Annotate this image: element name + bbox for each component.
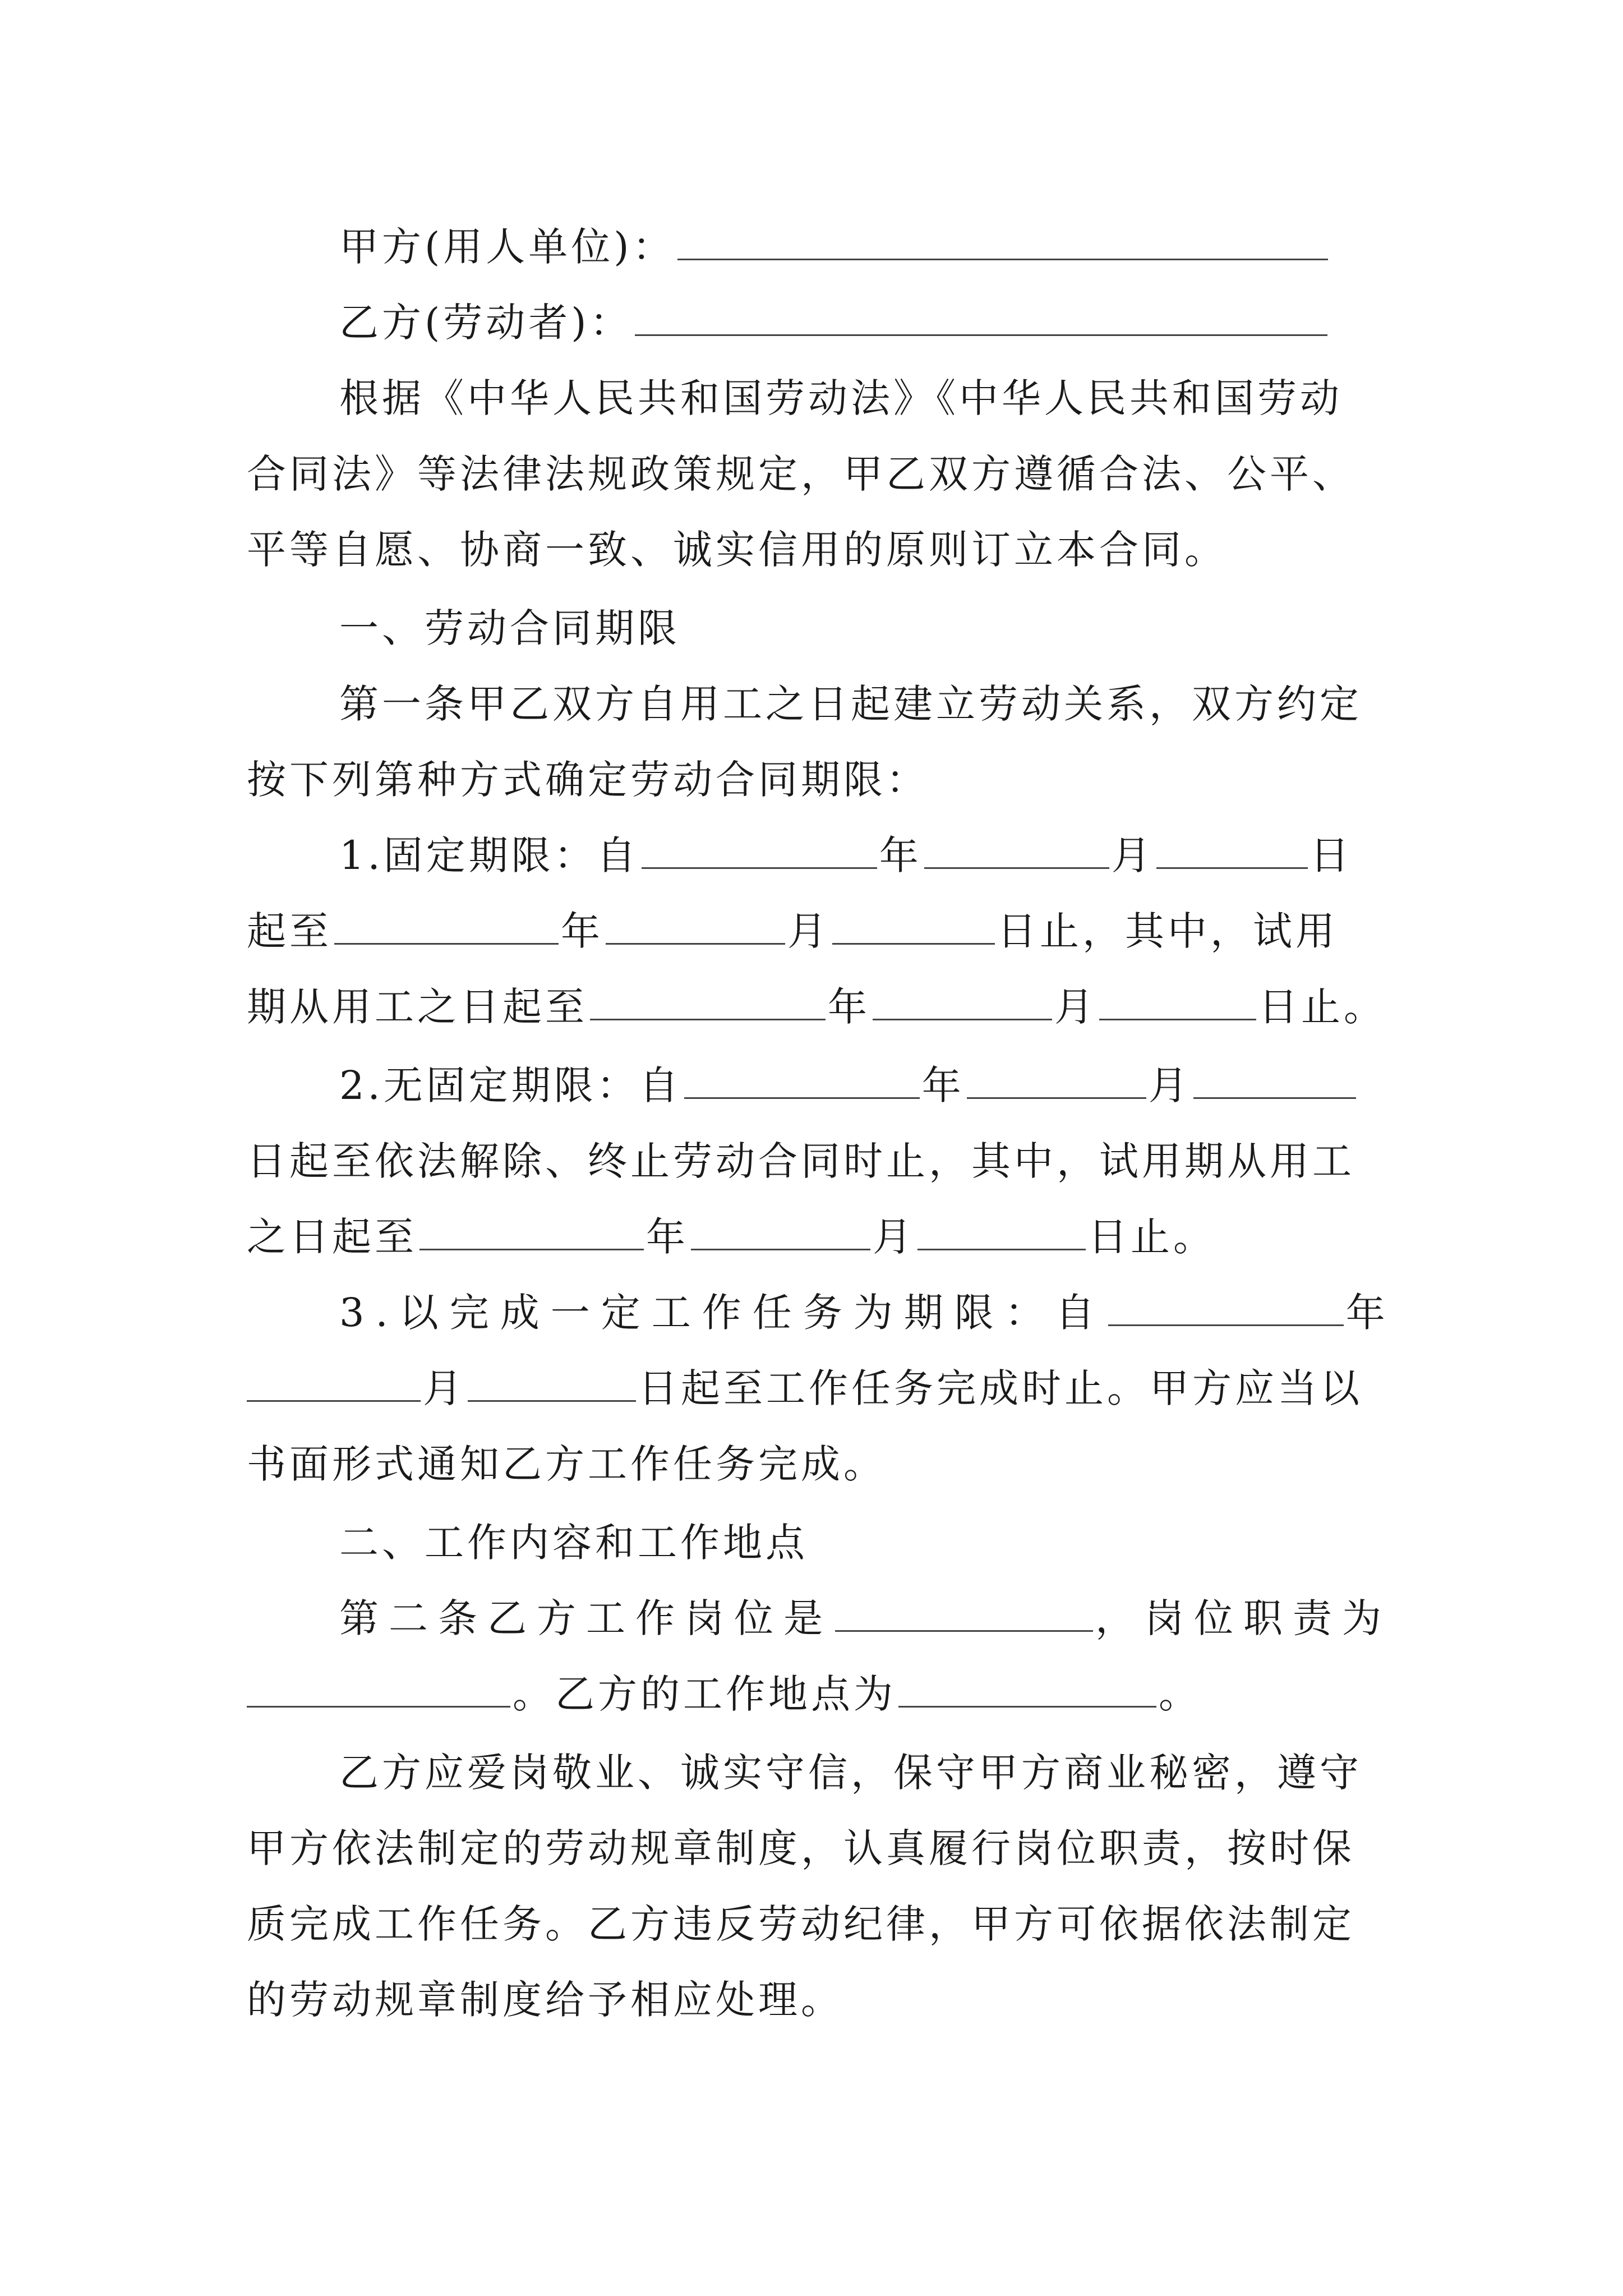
article-2-duty-label: ，岗位职责为 [1095,1595,1391,1641]
open-term-prefix: 2.无固定期限：自 [339,1062,682,1108]
party-a-blank[interactable] [677,219,1328,260]
year-label: 年 [561,908,603,954]
article-2-prefix: 第二条乙方工作岗位是 [339,1595,833,1641]
duties-line-4: 的劳动规章制度给予相应处理。 [247,1977,843,2023]
fixed-term-line-2 [247,903,1338,959]
month-label: 月 [1148,1062,1191,1108]
month-label: 月 [1111,832,1154,878]
party-b-row [339,295,1330,351]
work-location-blank[interactable] [898,1667,1156,1708]
intro-line-3: 平等自愿、协商一致、诚实信用的原则订立本合同。 [247,527,1227,573]
party-a-row [339,219,1330,275]
fixed-term-prefix: 1.固定期限：自 [339,832,639,878]
probation-year-blank[interactable] [590,979,826,1020]
month-label: 月 [787,908,830,954]
month-label: 月 [1054,984,1097,1030]
section-1-title: 一、劳动合同期限 [339,605,680,651]
party-a-label: 甲方(用人单位)： [339,224,675,270]
fixed-start-day-blank[interactable] [1156,828,1308,869]
article-1-line-2: 按下列第种方式确定劳动合同期限： [247,757,929,803]
task-start-month-blank[interactable] [247,1361,421,1402]
month-label: 月 [423,1365,465,1411]
intro-line-1: 根据《中华人民共和国劳动法》《中华人民共和国劳动 [339,375,1343,421]
open-term-line-1 [339,1057,1358,1114]
year-label: 年 [921,1062,965,1108]
task-term-prefix: 3.以完成一定工作任务为期限：自 [339,1290,1106,1336]
fixed-start-year-blank[interactable] [642,828,877,869]
intro-line-2: 合同法》等法律法规政策规定，甲乙双方遵循合法、公平、 [247,451,1355,497]
duties-line-3: 质完成工作任务。乙方违反劳动纪律，甲方可依据依法制定 [247,1901,1355,1947]
open-probation-prefix: 之日起至 [247,1214,417,1260]
party-b-label: 乙方(劳动者)： [339,300,633,346]
duties-line-1: 乙方应爱岗敬业、诚实守信，保守甲方商业秘密，遵守 [339,1750,1362,1796]
probation-month-blank[interactable] [873,979,1052,1020]
open-start-year-blank[interactable] [684,1058,920,1099]
section-2-title: 二、工作内容和工作地点 [339,1520,808,1566]
open-term-line-2: 日起至依法解除、终止劳动合同时止，其中，试用期从用工 [247,1138,1355,1184]
job-duty-blank[interactable] [247,1667,510,1708]
article-1-line-1: 第一条甲乙双方自用工之日起建立劳动关系，双方约定 [339,681,1362,727]
article-2-end: 。 [1159,1671,1201,1717]
open-term-line-3 [247,1209,1216,1265]
task-term-line-2 [247,1360,1363,1416]
open-start-month-blank[interactable] [967,1058,1146,1099]
fixed-end-prefix: 起至 [247,908,332,954]
task-start-year-blank[interactable] [1108,1285,1344,1326]
open-probation-year-blank[interactable] [419,1209,644,1250]
year-label: 年 [1345,1290,1396,1336]
open-probation-month-blank[interactable] [691,1209,870,1250]
task-term-suffix: 日起至工作任务完成时止。甲方应当以 [638,1365,1363,1411]
duties-line-2: 甲方依法制定的劳动规章制度，认真履行岗位职责，按时保 [247,1825,1355,1871]
fixed-end-suffix: 日止，其中，试用 [997,908,1338,954]
task-start-day-blank[interactable] [468,1361,636,1402]
year-label: 年 [828,984,870,1030]
probation-suffix: 日止。 [1258,984,1386,1030]
article-2-location-label: 。乙方的工作地点为 [513,1671,896,1717]
probation-day-blank[interactable] [1099,979,1256,1020]
fixed-term-line-3 [247,979,1386,1035]
task-term-line-3: 书面形式通知乙方工作任务完成。 [247,1441,886,1487]
fixed-end-year-blank[interactable] [334,904,559,945]
month-label: 月 [873,1214,915,1260]
open-probation-day-blank[interactable] [917,1209,1086,1250]
task-term-line-1 [339,1285,1396,1341]
party-b-blank[interactable] [635,295,1327,336]
year-label: 年 [879,832,922,878]
job-position-blank[interactable] [835,1591,1093,1632]
open-probation-suffix: 日止。 [1088,1214,1216,1260]
probation-prefix: 期从用工之日起至 [247,984,588,1030]
fixed-term-line-1 [339,827,1353,884]
article-2-line-2 [247,1666,1201,1722]
open-start-day-blank[interactable] [1193,1058,1356,1099]
fixed-end-day-blank[interactable] [832,904,995,945]
year-label: 年 [646,1214,689,1260]
article-2-line-1 [339,1590,1391,1646]
fixed-end-month-blank[interactable] [606,904,785,945]
day-label: 日 [1310,832,1353,878]
fixed-start-month-blank[interactable] [924,828,1109,869]
